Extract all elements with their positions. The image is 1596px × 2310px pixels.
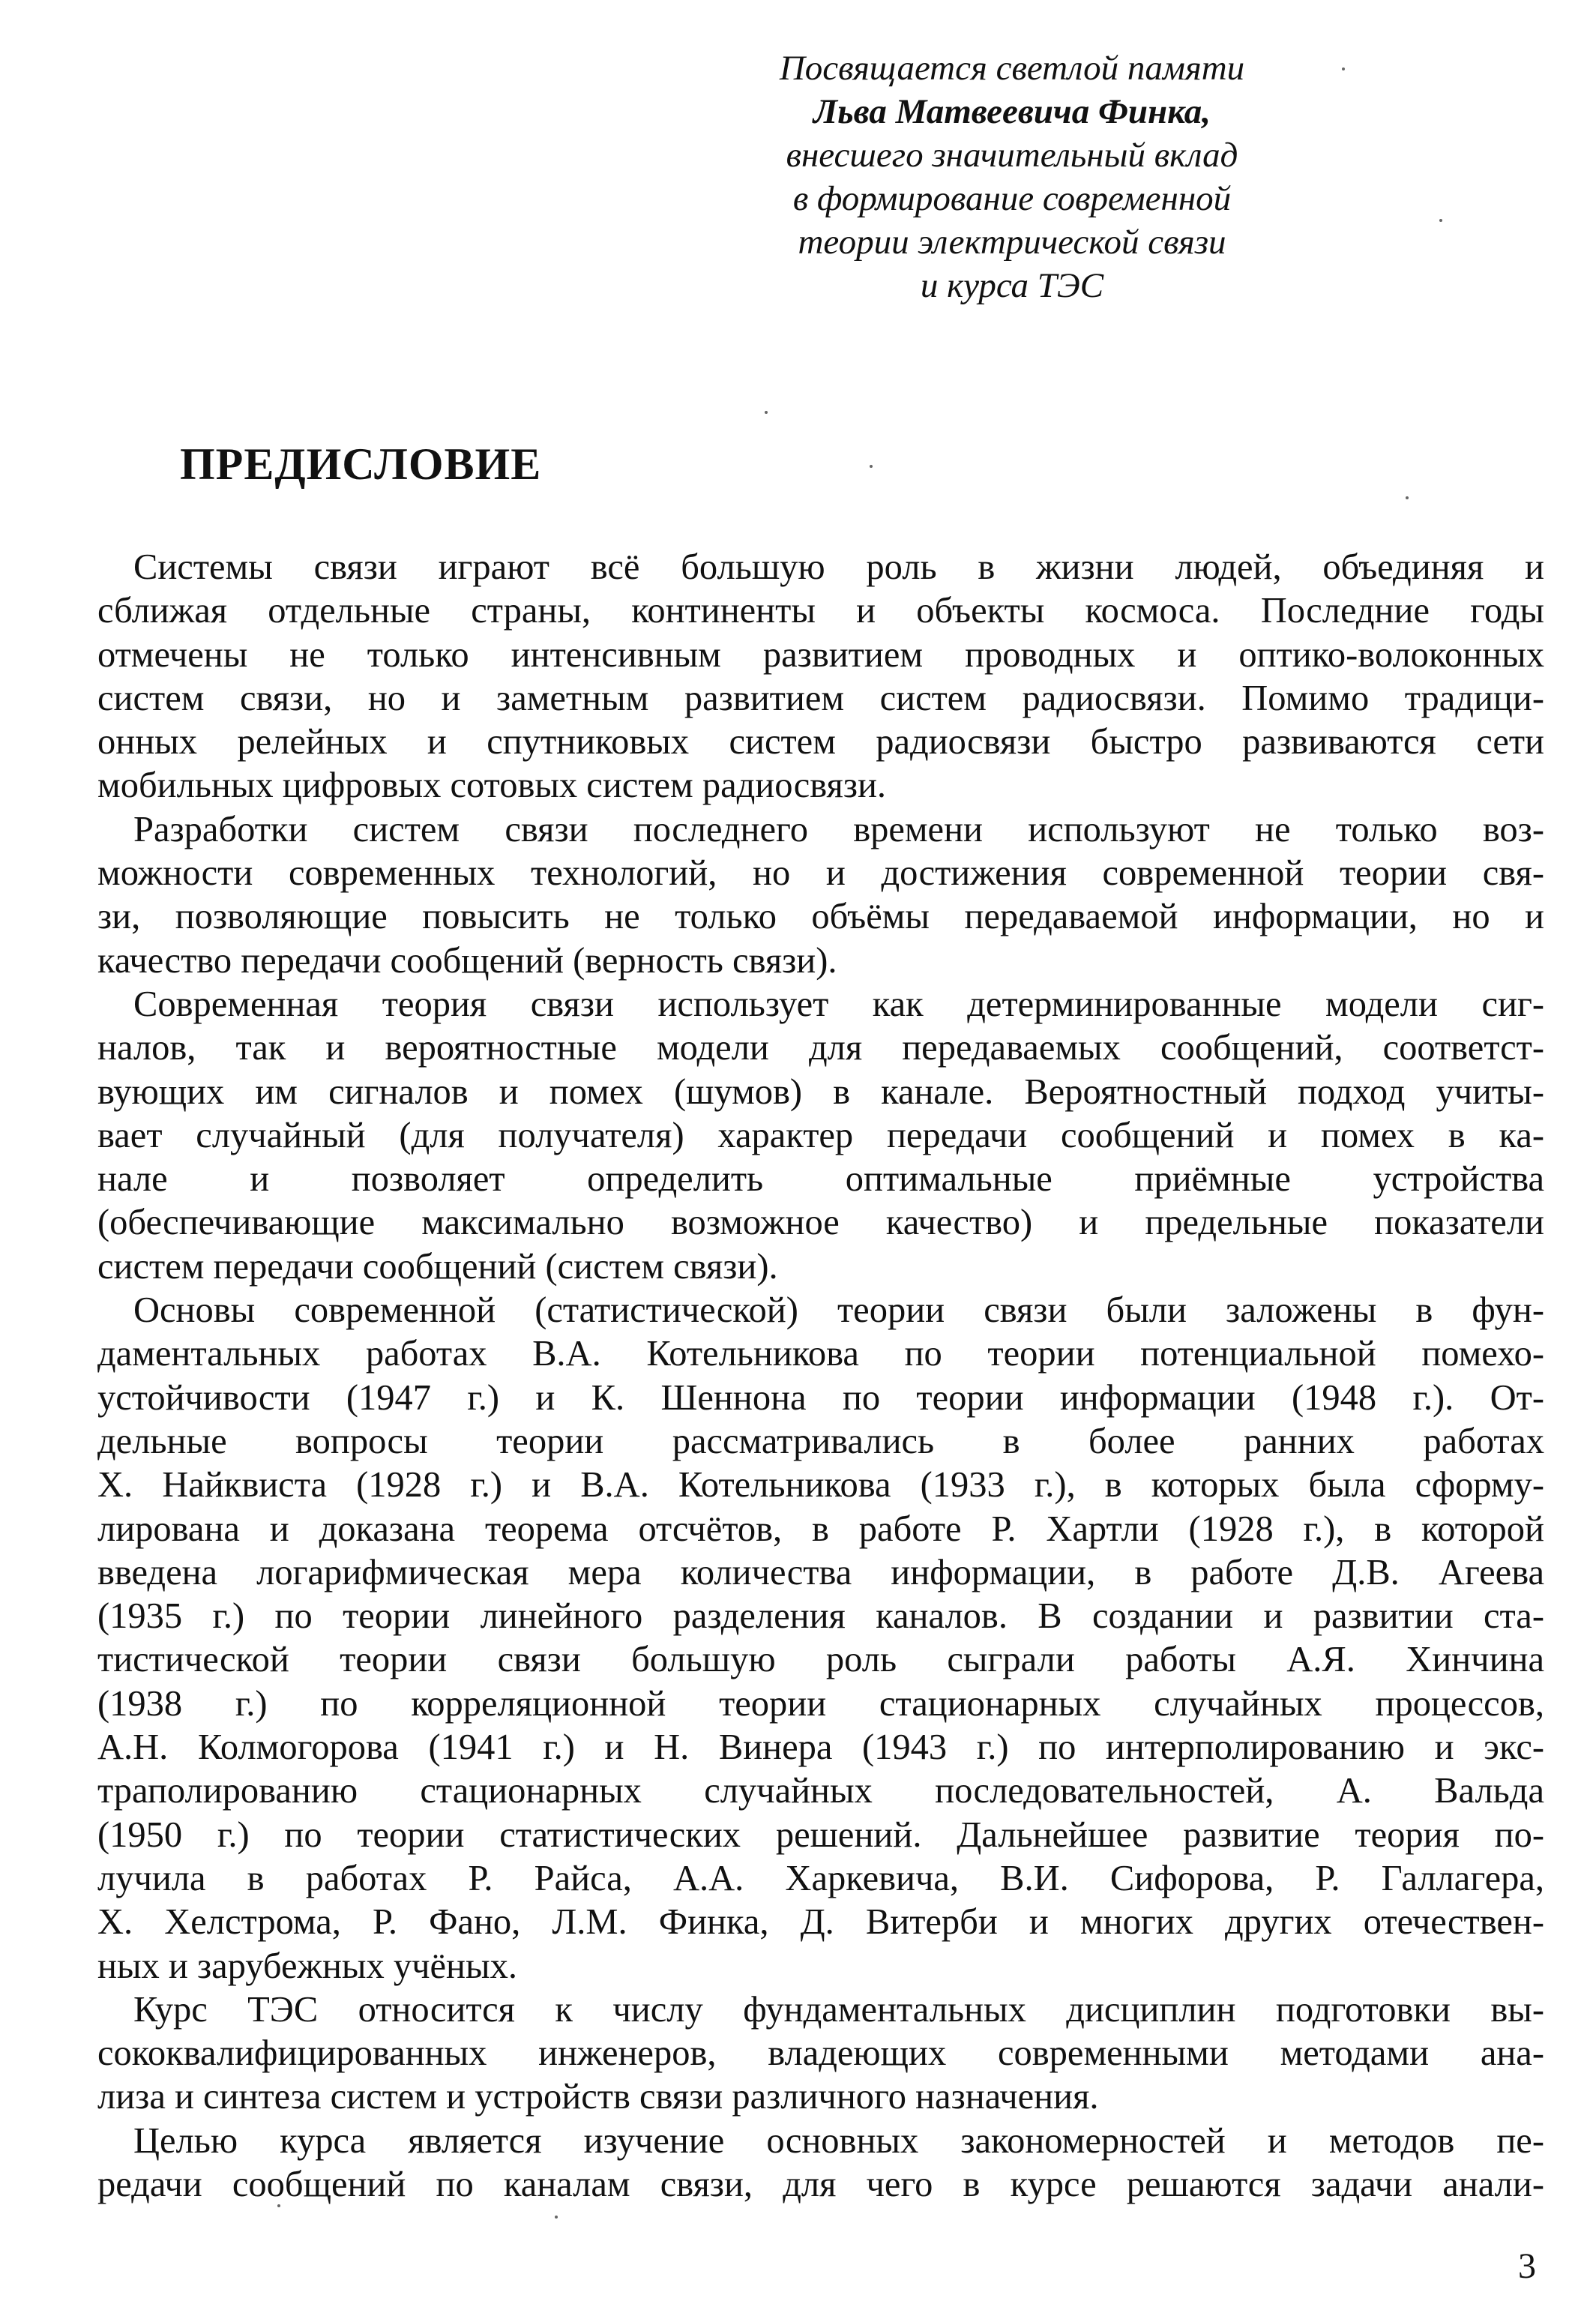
paragraph-2 <box>97 808 1544 983</box>
text-line: ных и зарубежных учёных. <box>97 1946 517 1986</box>
text-line: (1950 г.) по теории статистических решений. Дальнейшее развитие теория по- <box>97 1814 1544 1855</box>
text-line: нале и позволяет определить оптимальные приёмные устройства <box>97 1159 1544 1200</box>
scan-speck <box>870 465 873 468</box>
paragraph-4 <box>97 1289 1544 1988</box>
text-line: онных релейных и спутниковых систем радиосвязи быстро развиваются сети <box>97 722 1544 763</box>
text-line: Современная теория связи использует как детерминированные модели сиг- <box>133 984 1544 1024</box>
paragraph-3 <box>97 983 1544 1289</box>
text-line: отмечены не только интенсивным развитием проводных и оптико-волоконных <box>97 634 1544 675</box>
text-line: Х. Хелстрома, Р. Фано, Л.М. Финка, Д. Витерби и многих других отечествен- <box>97 1902 1544 1943</box>
text-line: Основы современной (статистической) теории связи были заложены в фун- <box>133 1290 1544 1331</box>
text-line: Разработки систем связи последнего времени используют не только воз- <box>133 809 1544 849</box>
dedication-line: и курса ТЭС <box>920 266 1104 305</box>
text-line: вующих им сигналов и помех (шумов) в канале. Вероятностный подход учиты- <box>97 1071 1544 1112</box>
text-line: лирована и доказана теорема отсчётов, в работе Р. Хартли (1928 г.), в которой <box>97 1509 1544 1549</box>
paragraph-6 <box>97 2120 1544 2207</box>
text-line: Х. Найквиста (1928 г.) и В.А. Котельникова (1933 г.), в которых была сформу- <box>97 1465 1544 1506</box>
scan-speck <box>765 411 768 414</box>
text-line: Курс ТЭС относится к числу фундаментальных дисциплин подготовки вы- <box>133 1989 1544 2030</box>
text-line: А.Н. Колмогорова (1941 г.) и Н. Винера (1943 г.) по интерполированию и экс- <box>97 1727 1544 1768</box>
scan-speck <box>1406 496 1409 499</box>
page-title: ПРЕДИСЛОВИЕ <box>180 439 542 489</box>
text-line: систем связи, но и заметным развитием систем радиосвязи. Помимо традици- <box>97 678 1544 718</box>
dedication-line: в формирование современной <box>792 179 1232 218</box>
dedication <box>675 46 1349 307</box>
scan-speck <box>1342 67 1345 70</box>
dedication-line: Посвящается светлой памяти <box>779 49 1245 88</box>
scan-speck <box>277 2204 280 2207</box>
text-line: Системы связи играют всё большую роль в жизни людей, объединяя и <box>133 547 1544 587</box>
text-line: лучила в работах Р. Райса, А.А. Харкевича, В.И. Сифорова, Р. Галлагера, <box>97 1858 1544 1898</box>
text-line: (1935 г.) по теории линейного разделения каналов. В создании и развитии ста- <box>97 1596 1544 1637</box>
body-text <box>97 546 1544 2207</box>
text-line: устойчивости (1947 г.) и К. Шеннона по теории информации (1948 г.). От- <box>97 1377 1544 1418</box>
page-number: 3 <box>1518 2246 1536 2286</box>
text-line: зи, позволяющие повысить не только объёмы передаваемой информации, но и <box>97 897 1544 937</box>
text-line: лиза и синтеза систем и устройств связи различного назначения. <box>97 2077 1099 2117</box>
text-line: редачи сообщений по каналам связи, для чего в курсе решаются задачи анали- <box>97 2164 1544 2204</box>
paragraph-5 <box>97 1988 1544 2120</box>
text-line: даментальных работах В.А. Котельникова по теории потенциальной помехо- <box>97 1334 1544 1374</box>
text-line: Целью курса является изучение основных закономерностей и методов пе- <box>133 2120 1544 2161</box>
text-line: качество передачи сообщений (верность связи). <box>97 940 837 981</box>
text-line: (обеспечивающие максимально возможное качество) и предельные показатели <box>97 1203 1544 1243</box>
dedication-name: Льва Матвеевича Финка, <box>813 92 1211 131</box>
text-line: траполированию стационарных случайных последовательностей, А. Вальда <box>97 1771 1544 1811</box>
scan-speck <box>1439 219 1442 222</box>
text-line: мобильных цифровых сотовых систем радиосвязи. <box>97 766 887 806</box>
scan-speck <box>555 2216 558 2219</box>
text-line: сближая отдельные страны, континенты и объекты космоса. Последние годы <box>97 591 1544 631</box>
text-line: вает случайный (для получателя) характер передачи сообщений и помех в ка- <box>97 1115 1544 1155</box>
text-line: тистической теории связи большую роль сыграли работы А.Я. Хинчина <box>97 1640 1544 1680</box>
text-line: сококвалифицированных инженеров, владеющих современными методами ана- <box>97 2033 1544 2074</box>
dedication-line: теории электрической связи <box>798 223 1226 262</box>
text-line: введена логарифмическая мера количества информации, в работе Д.В. Агеева <box>97 1552 1544 1592</box>
text-line: систем передачи сообщений (систем связи). <box>97 1246 778 1287</box>
text-line: можности современных технологий, но и достижения современной теории свя- <box>97 853 1544 894</box>
dedication-line: внесшего значительный вклад <box>786 136 1238 175</box>
text-line: дельные вопросы теории рассматривались в более ранних работах <box>97 1421 1544 1461</box>
paragraph-1 <box>97 546 1544 808</box>
text-line: (1938 г.) по корреляционной теории стационарных случайных процессов, <box>97 1683 1544 1724</box>
text-line: налов, так и вероятностные модели для передаваемых сообщений, соответст- <box>97 1028 1544 1068</box>
